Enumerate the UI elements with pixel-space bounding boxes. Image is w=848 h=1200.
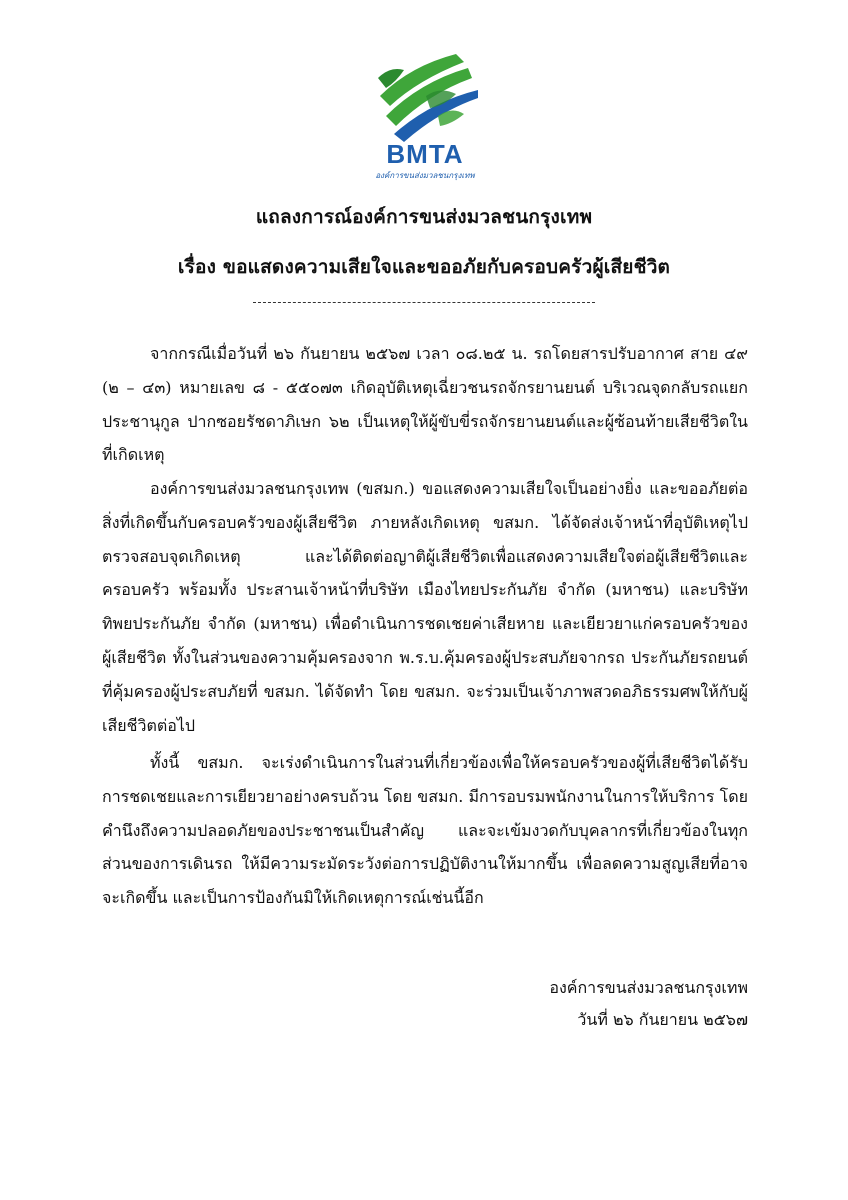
- paragraph-2: องค์การขนส่งมวลชนกรุงเทพ (ขสมก.) ขอแสดงความเสียใจเป็นอย่างยิ่ง และขออภัยต่อสิ่งที่เกิดขึ้นกับครอบครัวของผู้เสียชีวิต ภายหลังเกิดเหตุ ขสมก. ได้จัดส่งเจ้าหน้าที่อุบัติเหตุไปตรวจสอบจุดเกิดเหตุ และได้ติดต่อญาติผู้เสียชีวิตเพื่อแสดงความเสียใจต่อผู้เสียชีวิตและครอบครัว พร้อมทั้ง ประสานเจ้าหน้าที่บริษัท เมืองไทยประกันภัย จำกัด (มหาชน) และบริษัททิพยประกันภัย จำกัด (มหาชน) เพื่อดำเนินการชดเชยค่าเสียหาย และเยียวยาแก่ครอบครัวของผู้เสียชีวิต ทั้งในส่วนของความคุ้มครองจาก พ.ร.บ.คุ้มครองผู้ประสบภัยจากรถ ประกันภัยรถยนต์ที่คุ้มครองผู้ประสบภัยที่ ขสมก. ได้จัดทำ โดย ขสมก. จะร่วมเป็นเจ้าภาพสวดอภิธรรมศพให้กับผู้เสียชีวิตต่อไป: [102, 479, 748, 735]
- paragraph-1: จากกรณีเมื่อวันที่ ๒๖ กันยายน ๒๕๖๗ เวลา ๐๘.๒๕ น. รถโดยสารปรับอากาศ สาย ๔๙ (๒ – ๔๓) หมายเลข ๘ - ๕๕๐๗๓ เกิดอุบัติเหตุเฉี่ยวชนรถจักรยานยนต์ บริเวณจุดกลับรถแยกประชานุกูล ปากซอยรัชดาภิเษก ๖๒ เป็นเหตุให้ผู้ขับขี่รถจักรยานยนต์และผู้ซ้อนท้ายเสียชีวิตในที่เกิดเหตุ: [102, 344, 748, 465]
- logo-subtitle: องค์การขนส่งมวลชนกรุงเทพ: [375, 171, 475, 180]
- separator-line: [253, 302, 595, 303]
- logo-wordmark: BMTA: [386, 139, 464, 169]
- bmta-logo: [360, 36, 490, 186]
- announcement-subject: เรื่อง ขอแสดงความเสียใจและขออภัยกับครอบครัวผู้เสียชีวิต: [177, 256, 671, 278]
- signature-organization: องค์การขนส่งมวลชนกรุงเทพ: [549, 978, 748, 997]
- paragraph-3: ทั้งนี้ ขสมก. จะเร่งดำเนินการในส่วนที่เกี่ยวข้องเพื่อให้ครอบครัวของผู้ที่เสียชีวิตได้รับการชดเชยและการเยียวยาอย่างครบถ้วน โดย ขสมก. มีการอบรมพนักงานในการให้บริการ โดยคำนึงถึงความปลอดภัยของประชาชนเป็นสำคัญ และจะเข้มงวดกับบุคลากรที่เกี่ยวข้องในทุกส่วนของการเดินรถ ให้มีความระมัดระวังต่อการปฏิบัติงานให้มากขึ้น เพื่อลดความสูญเสียที่อาจจะเกิดขึ้น และเป็นการป้องกันมิให้เกิดเหตุการณ์เช่นนี้อีก: [102, 753, 748, 908]
- signature-date: วันที่ ๒๖ กันยายน ๒๕๖๗: [577, 1010, 748, 1029]
- announcement-title: แถลงการณ์องค์การขนส่งมวลชนกรุงเทพ: [255, 206, 593, 228]
- bmta-logo-icon: [360, 36, 490, 186]
